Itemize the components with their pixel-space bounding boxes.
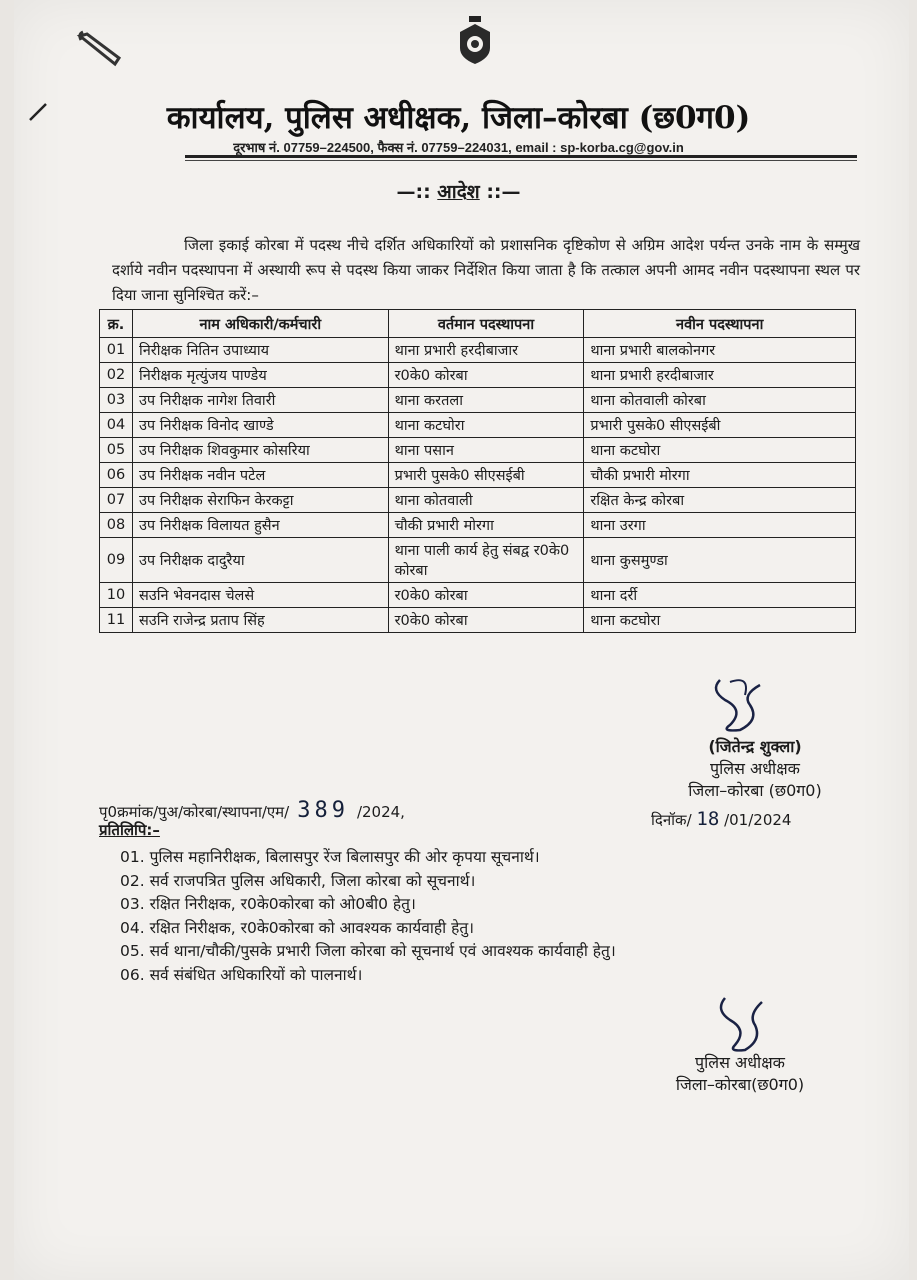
cell-sr: 08 [100, 513, 133, 538]
cell-current: चौकी प्रभारी मोरगा [388, 513, 584, 538]
cell-sr: 11 [100, 608, 133, 633]
cell-new: थाना प्रभारी बालकोनगर [584, 338, 856, 363]
list-item: 03. रक्षित निरीक्षक, र0के0कोरबा को ओ0बी0 हेतु। [120, 895, 416, 913]
table-header-row [100, 310, 856, 338]
order-heading: —:: आदेश ::— [396, 181, 521, 203]
cell-name: निरीक्षक मृत्युंजय पाण्डेय [132, 363, 388, 388]
cell-sr: 05 [100, 438, 133, 463]
col-header-name: नाम अधिकारी/कर्मचारी [132, 310, 388, 338]
signature-icon [690, 670, 800, 740]
table-row [100, 363, 856, 388]
signatory-designation: पुलिस अधीक्षक [710, 759, 800, 778]
cell-sr: 04 [100, 413, 133, 438]
signatory-name: (जितेन्द्र शुक्ला) [708, 737, 802, 756]
cell-current: थाना कटघोरा [388, 413, 584, 438]
col-header-sr: क्र. [100, 310, 133, 338]
cell-sr: 02 [100, 363, 133, 388]
cell-new: थाना उरगा [584, 513, 856, 538]
cell-sr: 06 [100, 463, 133, 488]
list-item: 05. सर्व थाना/चौकी/पुसके प्रभारी जिला कोरबा को सूचनार्थ एवं आवश्यक कार्यवाही हेतु। [120, 942, 616, 960]
cell-sr: 03 [100, 388, 133, 413]
cell-current: थाना प्रभारी हरदीबाजार [388, 338, 584, 363]
cell-current: थाना पाली कार्य हेतु संबद्व र0के0 कोरबा [388, 538, 584, 583]
reference-number: पृ0क्रमांक/पुअ/कोरबा/स्थापना/एम/ 389 /2024, [99, 798, 405, 823]
cell-current: थाना कोतवाली [388, 488, 584, 513]
table-row [100, 463, 856, 488]
list-item: 04. रक्षित निरीक्षक, र0के0कोरबा को आवश्यक कार्यवाही हेतु। [120, 918, 475, 937]
list-item: 06. सर्व संबंधित अधिकारियों को पालनार्थ। [120, 965, 363, 984]
cell-name: उप निरीक्षक विलायत हुसैन [132, 513, 388, 538]
cell-new: चौकी प्रभारी मोरगा [584, 463, 856, 488]
list-item: 02. सर्व राजपत्रित पुलिस अधिकारी, जिला कोरबा को सूचनार्थ। [120, 871, 476, 890]
cell-sr: 10 [100, 583, 133, 608]
cell-name: निरीक्षक नितिन उपाध्याय [132, 338, 388, 363]
order-body-text: जिला इकाई कोरबा में पदस्थ नीचे दर्शित अधिकारियों को प्रशासनिक दृष्टिकोण से अग्रिम आदेश पर्यन्त उनके नाम के सम्मुख दर्शाये नवीन पदस्थापना में अस्थायी रूप से पदस्थ किया जाकर निर्देशित किया जाता है कि तत्काल अपनी आमद नवीन पदस्थापना स्थल पर दिया जाना सुनिश्चित करें:– [112, 236, 860, 304]
cell-name: उप निरीक्षक सेराफिन केरकट्टा [132, 488, 388, 513]
table-row [100, 438, 856, 463]
cell-new: प्रभारी पुसके0 सीएसईबी [584, 413, 856, 438]
cell-sr: 09 [100, 538, 133, 583]
cell-name: सउनि भेवनदास चेलसे [132, 583, 388, 608]
signature-icon [700, 990, 790, 1060]
footer-designation: पुलिस अधीक्षक [695, 1053, 785, 1072]
cell-name: उप निरीक्षक नवीन पटेल [132, 463, 388, 488]
cell-new: थाना दर्री [584, 583, 856, 608]
table-row [100, 513, 856, 538]
cell-name: उप निरीक्षक विनोद खाण्डे [132, 413, 388, 438]
footer-signature-block [650, 1052, 830, 1096]
table-row [100, 488, 856, 513]
paper-clip-icon [75, 28, 125, 73]
cell-sr: 01 [100, 338, 133, 363]
contact-line: दूरभाष नं. 07759–224500, फैक्स नं. 07759–224031, email : sp-korba.cg@gov.in [233, 140, 684, 155]
signatory-district: जिला–कोरबा (छ0ग0) [688, 781, 822, 800]
office-title: कार्यालय, पुलिस अधीक्षक, जिला–कोरबा (छ0ग0) [166, 100, 751, 136]
cell-name: उप निरीक्षक शिवकुमार कोसरिया [132, 438, 388, 463]
table-row [100, 413, 856, 438]
table-row [100, 538, 856, 583]
signatory-block [640, 736, 870, 802]
copy-list [120, 846, 616, 987]
cell-current: प्रभारी पुसके0 सीएसईबी [388, 463, 584, 488]
list-item: 01. पुलिस महानिरीक्षक, बिलासपुर रेंज बिलासपुर की ओर कृपया सूचनार्थ। [120, 848, 540, 866]
copy-heading: प्रतिलिपि:– [99, 821, 160, 839]
transfer-table [99, 309, 856, 633]
cell-name: उप निरीक्षक नागेश तिवारी [132, 388, 388, 413]
header-rule-thin [185, 160, 857, 161]
cell-current: थाना करतला [388, 388, 584, 413]
cell-new: थाना कटघोरा [584, 608, 856, 633]
cell-current: थाना पसान [388, 438, 584, 463]
cell-new: थाना प्रभारी हरदीबाजार [584, 363, 856, 388]
cell-new: थाना कुसमुण्डा [584, 538, 856, 583]
order-date: दिनॉक/ 18 /01/2024 [651, 808, 792, 830]
police-emblem-icon [455, 14, 495, 66]
table-row [100, 388, 856, 413]
cell-sr: 07 [100, 488, 133, 513]
cell-new: रक्षित केन्द्र कोरबा [584, 488, 856, 513]
cell-new: थाना कोतवाली कोरबा [584, 388, 856, 413]
cell-current: र0के0 कोरबा [388, 608, 584, 633]
col-header-new: नवीन पदस्थापना [584, 310, 856, 338]
table-row [100, 583, 856, 608]
table-row [100, 338, 856, 363]
table-row [100, 608, 856, 633]
cell-name: उप निरीक्षक दादुरैया [132, 538, 388, 583]
cell-current: र0के0 कोरबा [388, 363, 584, 388]
header-rule [185, 155, 857, 158]
cell-current: र0के0 कोरबा [388, 583, 584, 608]
cell-new: थाना कटघोरा [584, 438, 856, 463]
footer-district: जिला–कोरबा(छ0ग0) [675, 1075, 805, 1094]
col-header-current: वर्तमान पदस्थापना [388, 310, 584, 338]
cell-name: सउनि राजेन्द्र प्रताप सिंह [132, 608, 388, 633]
